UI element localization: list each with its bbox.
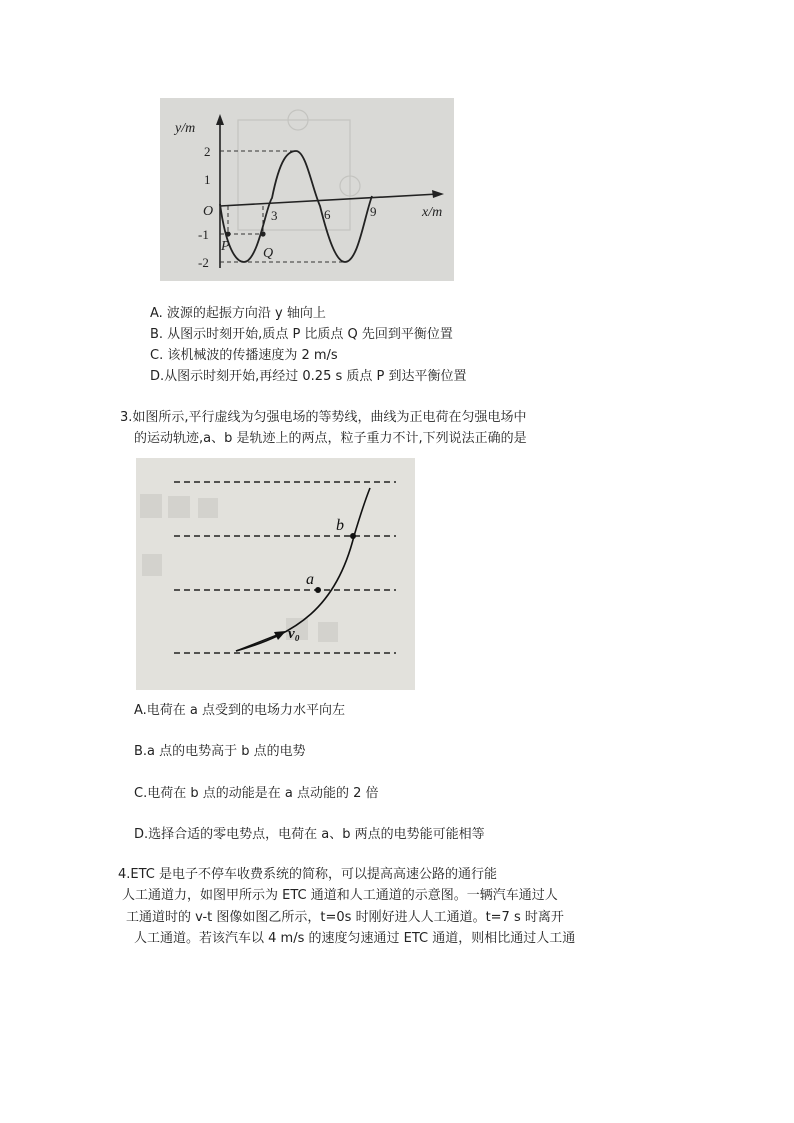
y-tick-neg1: -1 bbox=[198, 227, 209, 242]
q2-option-c: C. 该机械波的传播速度为 2 m/s bbox=[150, 348, 338, 363]
q4-line-3: 工通道时的 v-t 图像如图乙所示，t=0s 时刚好进人人工通道。t=7 s 时离开 bbox=[126, 910, 564, 925]
q2-option-a: A. 波源的起振方向沿 y 轴向上 bbox=[150, 306, 326, 321]
point-q bbox=[260, 231, 265, 236]
q3-option-a: A.电荷在 a 点受到的电场力水平向左 bbox=[134, 703, 346, 718]
q3-stem-line-2: 的运动轨迹,a、b 是轨迹上的两点，粒子重力不计,下列说法正确的是 bbox=[134, 431, 527, 446]
y-tick-1: 1 bbox=[204, 172, 211, 187]
wave-graph bbox=[160, 98, 454, 281]
q4-line-1: 4.ETC 是电子不停车收费系统的简称，可以提高高速公路的通行能 bbox=[118, 867, 498, 882]
point-b-label: b bbox=[336, 517, 344, 534]
point-a-label: a bbox=[306, 571, 314, 588]
point-p-label: P bbox=[221, 239, 230, 254]
q3-option-d: D.选择合适的零电势点，电荷在 a、b 两点的电势能可能相等 bbox=[134, 827, 485, 842]
velocity-arrow bbox=[236, 633, 282, 651]
x-tick-6: 6 bbox=[324, 207, 331, 222]
velocity-arrowhead bbox=[274, 631, 286, 640]
q2-option-d: D.从图示时刻开始,再经过 0.25 s 质点 P 到达平衡位置 bbox=[150, 369, 467, 384]
point-q-label: Q bbox=[263, 246, 274, 261]
q2-option-b: B. 从图示时刻开始,质点 P 比质点 Q 先回到平衡位置 bbox=[150, 327, 453, 342]
y-tick-neg2: -2 bbox=[198, 255, 209, 270]
q3-stem-line-1: 3.如图所示,平行虚线为匀强电场的等势线，曲线为正电荷在匀强电场中 bbox=[120, 410, 527, 425]
q4-line-2: 人工通道力，如图甲所示为 ETC 通道和人工通道的示意图。一辆汽车通过人 bbox=[122, 888, 558, 903]
point-b bbox=[350, 533, 356, 539]
y-axis-arrow bbox=[216, 114, 224, 125]
point-a bbox=[315, 587, 321, 593]
x-tick-9: 9 bbox=[370, 204, 377, 219]
q3-option-b: B.a 点的电势高于 b 点的电势 bbox=[134, 744, 306, 759]
wave-curve bbox=[220, 151, 372, 262]
origin-label: O bbox=[203, 204, 214, 219]
x-axis-label: x/m bbox=[422, 205, 443, 220]
y-axis-label: y/m bbox=[175, 121, 196, 136]
point-p bbox=[225, 231, 230, 236]
velocity-label: v₀ bbox=[288, 626, 300, 642]
x-axis bbox=[220, 194, 438, 206]
x-tick-3: 3 bbox=[271, 208, 278, 223]
x-axis-arrow bbox=[432, 190, 444, 198]
wave-graph-figure bbox=[160, 98, 454, 281]
trajectory-figure bbox=[136, 458, 415, 690]
q4-line-4: 人工通道。若该汽车以 4 m/s 的速度匀速通过 ETC 通道，则相比通过人工通 bbox=[134, 931, 576, 946]
trajectory-diagram bbox=[136, 458, 415, 690]
q3-option-c: C.电荷在 b 点的动能是在 a 点动能的 2 倍 bbox=[134, 786, 379, 801]
y-tick-2: 2 bbox=[204, 144, 211, 159]
